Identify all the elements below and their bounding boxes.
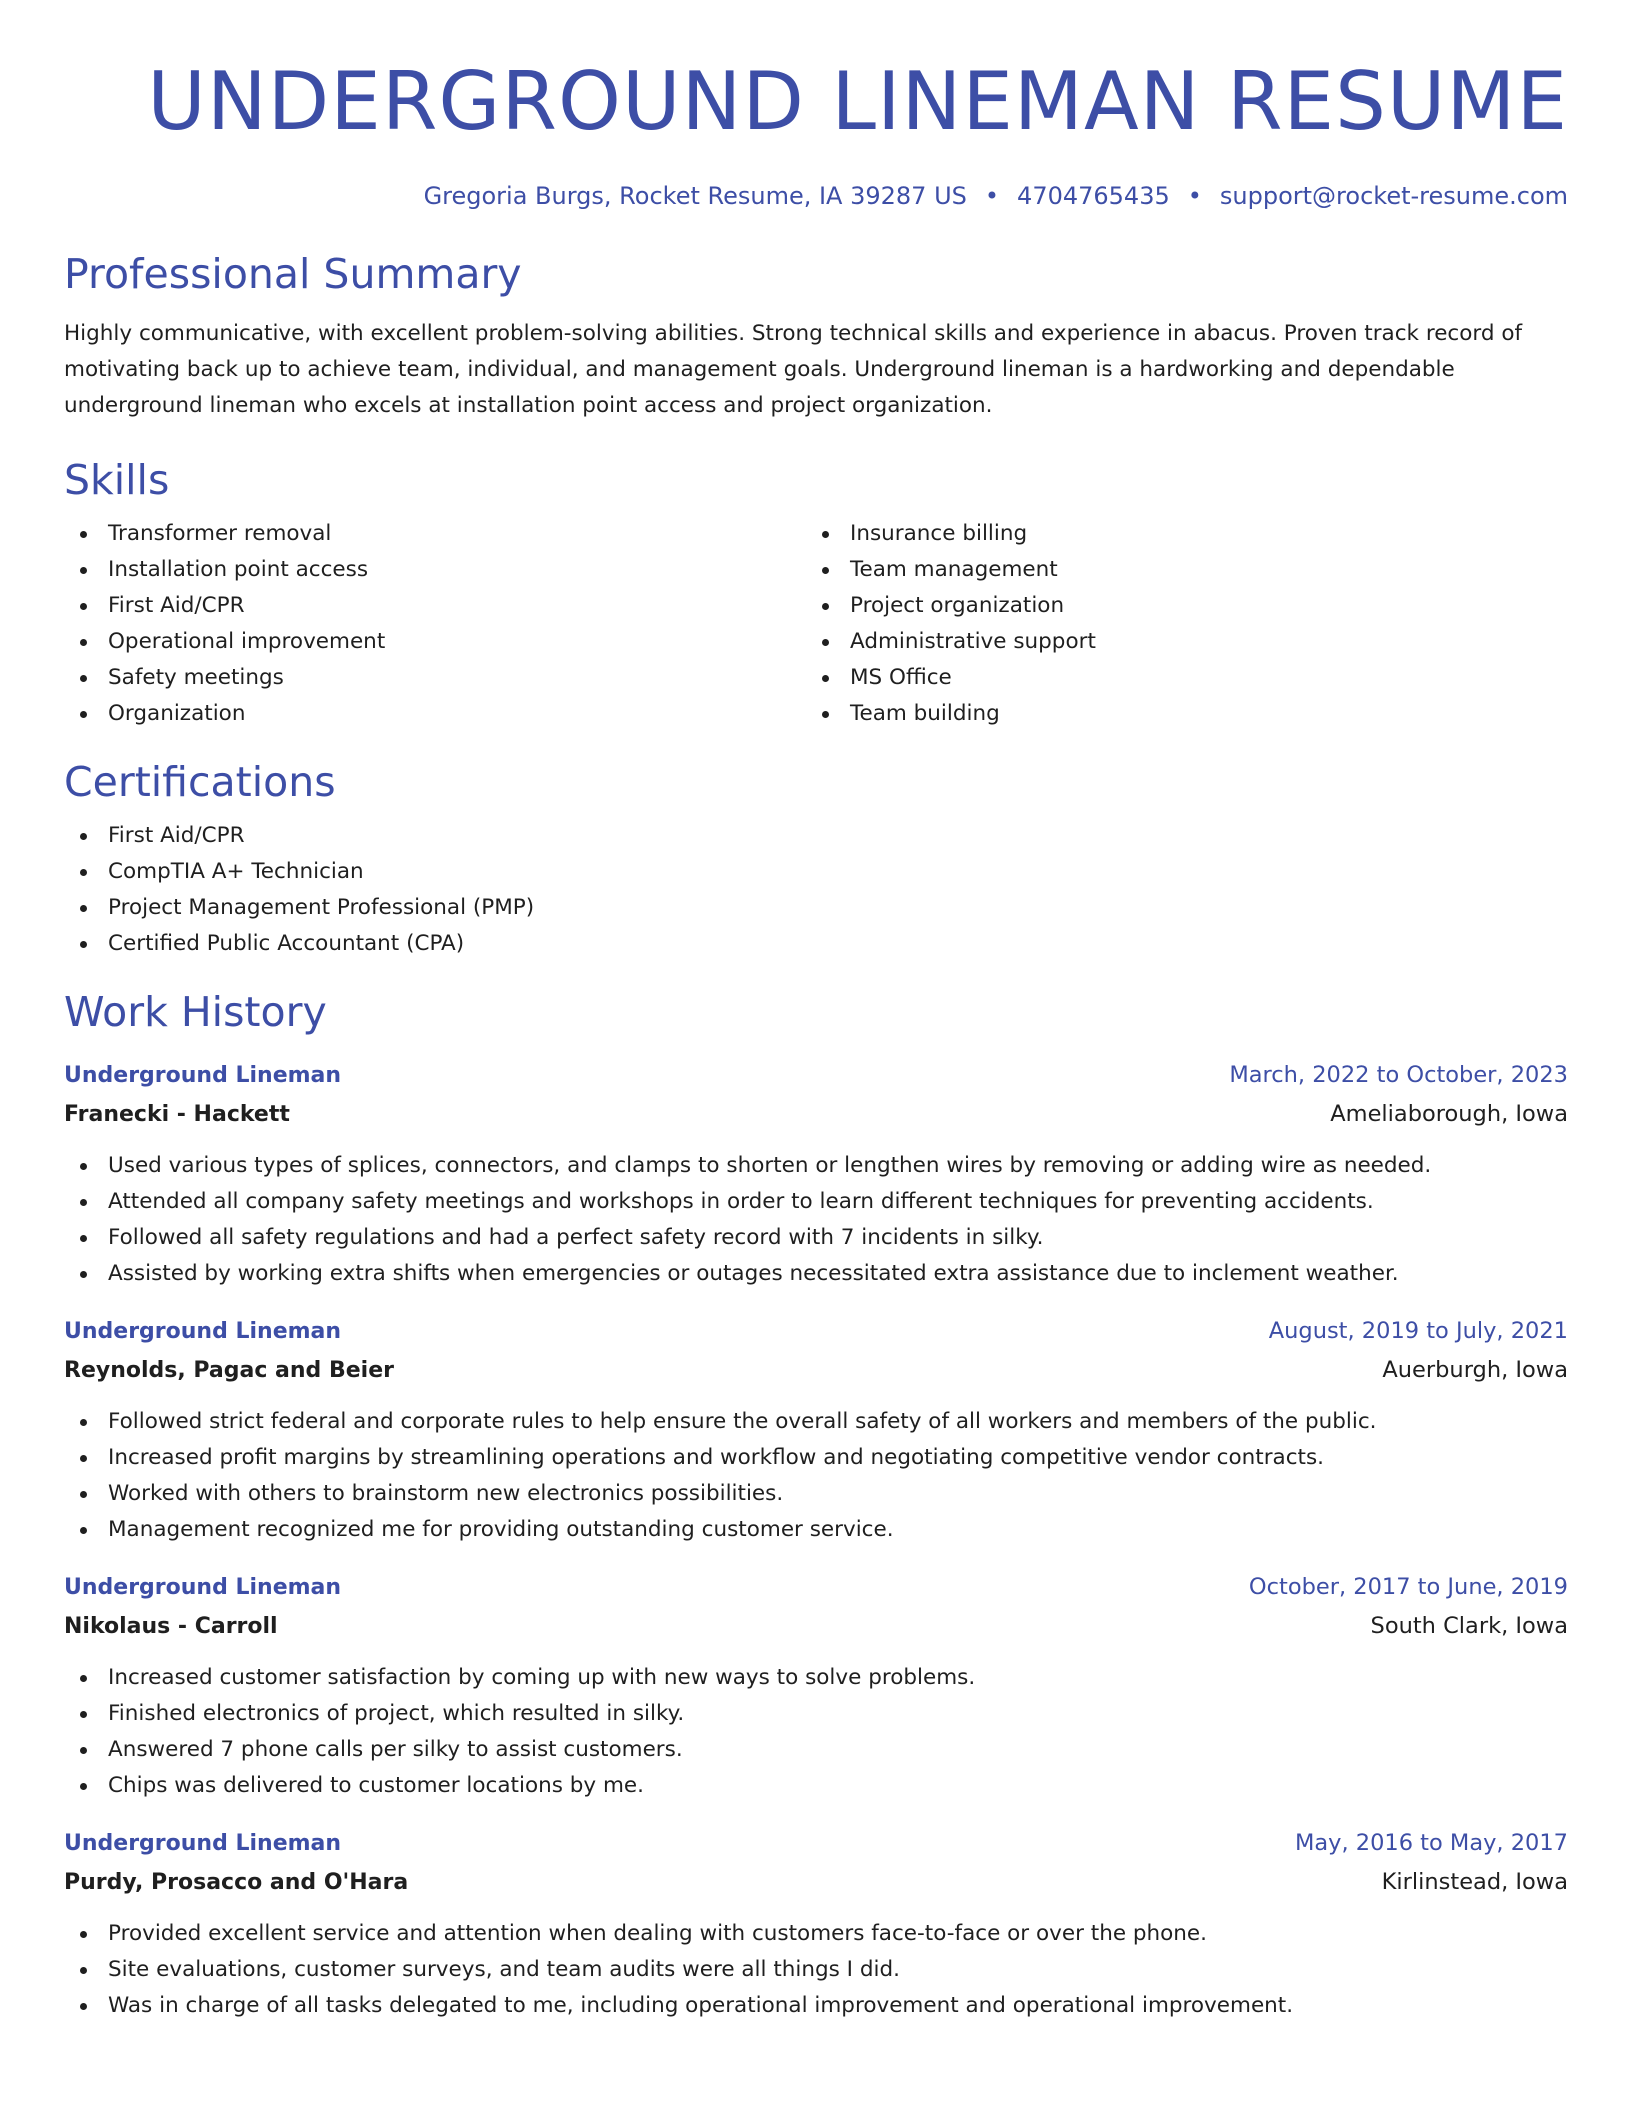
skill-item: Team building [806, 696, 1548, 732]
job-dates: March, 2022 to October, 2023 [1229, 1062, 1568, 1088]
summary-heading: Professional Summary [64, 250, 522, 298]
job-bullet: Management recognized me for providing outstanding customer service. [64, 1512, 1568, 1548]
job-location: Kirlinstead, Iowa [1381, 1869, 1568, 1895]
job-dates: August, 2019 to July, 2021 [1268, 1318, 1568, 1344]
job-bullet: Increased customer satisfaction by coming up with new ways to solve problems. [64, 1660, 1568, 1696]
job-bullets [64, 1660, 1568, 1804]
job-entry [64, 1312, 1568, 1548]
job-bullets [64, 1916, 1568, 2024]
skill-item: Insurance billing [806, 516, 1548, 552]
job-bullet: Followed all safety regulations and had a perfect safety record with 7 incidents in silky. [64, 1220, 1568, 1256]
job-location: South Clark, Iowa [1370, 1613, 1568, 1639]
skill-item: Team management [806, 552, 1548, 588]
job-bullet: Assisted by working extra shifts when emergencies or outages necessitated extra assistance due to inclement weather. [64, 1256, 1568, 1292]
resume-title: UNDERGROUND LINEMAN RESUME [147, 55, 1568, 148]
skill-item: Safety meetings [64, 660, 806, 696]
job-bullet: Used various types of splices, connectors, and clamps to shorten or lengthen wires by removing or adding wire as needed. [64, 1148, 1568, 1184]
certification-item: First Aid/CPR [64, 818, 1568, 854]
skill-item: Project organization [806, 588, 1548, 624]
skill-item: Transformer removal [64, 516, 806, 552]
summary-text: Highly communicative, with excellent problem-solving abilities. Strong technical skills and experience in abacus. Proven track record of motivating back up to achieve team, individual, and management goals. Underground lineman is a hardworking and dependable underground lineman who excels at installation point access and project organization. [64, 321, 1523, 418]
job-bullets [64, 1148, 1568, 1292]
job-bullet: Chips was delivered to customer locations by me. [64, 1768, 1568, 1804]
skill-item: Administrative support [806, 624, 1548, 660]
contact-line [64, 180, 1568, 212]
job-location: Auerburgh, Iowa [1382, 1357, 1568, 1383]
contact-separator: • [1187, 182, 1202, 210]
job-company: Franecki - Hackett [64, 1102, 290, 1127]
contact-separator: • [984, 182, 1000, 210]
skill-item: First Aid/CPR [64, 588, 806, 624]
job-title: Underground Lineman [64, 1063, 342, 1088]
job-bullet: Increased profit margins by streamlining operations and workflow and negotiating competitive vendor contracts. [64, 1440, 1568, 1476]
skills-list-left [64, 516, 806, 732]
skills-columns [64, 516, 1568, 732]
job-entry [64, 1056, 1568, 1292]
job-dates: October, 2017 to June, 2019 [1248, 1574, 1568, 1600]
skill-item: Operational improvement [64, 624, 806, 660]
job-bullet: Answered 7 phone calls per silky to assist customers. [64, 1732, 1568, 1768]
certification-item: Project Management Professional (PMP) [64, 890, 1568, 926]
job-entry [64, 1824, 1568, 2024]
certification-item: CompTIA A+ Technician [64, 854, 1568, 890]
skill-item: Organization [64, 696, 806, 732]
contact-address: Gregoria Burgs, Rocket Resume, IA 39287 US [423, 182, 967, 210]
job-company: Purdy, Prosacco and O'Hara [64, 1870, 409, 1895]
job-bullet: Finished electronics of project, which resulted in silky. [64, 1696, 1568, 1732]
contact-email: support@rocket-resume.com [1219, 182, 1568, 210]
job-bullet: Attended all company safety meetings and workshops in order to learn different techniques for preventing accidents. [64, 1184, 1568, 1220]
job-bullet: Worked with others to brainstorm new electronics possibilities. [64, 1476, 1568, 1512]
skills-list-right [806, 516, 1548, 732]
job-bullet: Site evaluations, customer surveys, and team audits were all things I did. [64, 1952, 1568, 1988]
contact-phone: 4704765435 [1017, 182, 1170, 210]
certifications-heading: Certifications [64, 758, 336, 806]
job-bullet: Was in charge of all tasks delegated to me, including operational improvement and operational improvement. [64, 1988, 1568, 2024]
job-title: Underground Lineman [64, 1575, 342, 1600]
job-entry [64, 1568, 1568, 1804]
skills-heading: Skills [64, 456, 170, 504]
job-location: Ameliaborough, Iowa [1330, 1101, 1568, 1127]
skill-item: MS Office [806, 660, 1548, 696]
skill-item: Installation point access [64, 552, 806, 588]
job-bullet: Followed strict federal and corporate rules to help ensure the overall safety of all workers and members of the public. [64, 1404, 1568, 1440]
job-bullet: Provided excellent service and attention when dealing with customers face-to-face or over the phone. [64, 1916, 1568, 1952]
certifications-list [64, 818, 1568, 962]
job-company: Nikolaus - Carroll [64, 1614, 278, 1639]
job-bullets [64, 1404, 1568, 1548]
job-company: Reynolds, Pagac and Beier [64, 1358, 394, 1383]
job-dates: May, 2016 to May, 2017 [1294, 1830, 1568, 1856]
work-history-heading: Work History [64, 988, 327, 1036]
job-title: Underground Lineman [64, 1319, 342, 1344]
certification-item: Certified Public Accountant (CPA) [64, 926, 1568, 962]
job-title: Underground Lineman [64, 1831, 342, 1856]
